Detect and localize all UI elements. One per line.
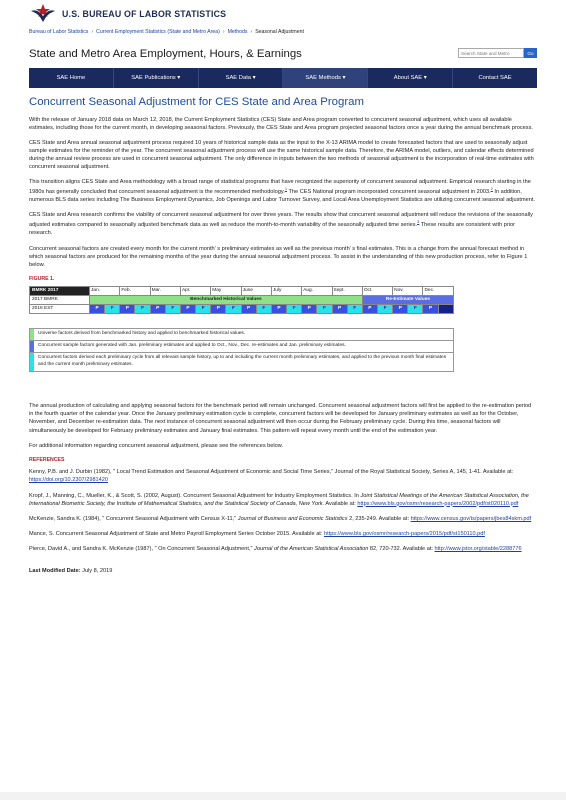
nav-sae-publications[interactable]: SAE Publications ▾ — [114, 68, 199, 88]
bls-eagle-logo-icon[interactable] — [29, 3, 57, 23]
search-input[interactable] — [458, 48, 524, 58]
nav-sae-data[interactable]: SAE Data ▾ — [199, 68, 284, 88]
cell-f: F — [256, 305, 271, 314]
chevron-right-icon: › — [250, 29, 253, 35]
reference-link[interactable]: https://www.bls.gov/osmr/research-papers/2002/pdf/st020110.pdf — [357, 500, 519, 507]
row-label-bmrk: 2017 BMRK — [30, 296, 90, 305]
text-span: Available at: — [324, 500, 358, 507]
cell-f: F — [317, 305, 332, 314]
search-go-button[interactable]: Go — [524, 48, 537, 58]
paragraph-factors: Concurrent seasonal factors are created every month for the current month' s preliminary estimates as well as the previous month' s final estimates. This is a change from the annual forecast method in which seasonal factors are produced for the remaining months of the year during the annual seasonal adjustment process. To assist in the understanding of this new production process, refer to Figure 1 below. — [29, 245, 528, 268]
text-span: Journal of the American Statistical Association — [254, 545, 369, 552]
references-heading: REFERENCES — [29, 456, 65, 463]
text-span: In addition, numerous BLS data series including The Business Employment Dynamics, Job Openings and Labor Turnover Survey, and Local Area Unemployment Statistics are utilizing concurrent seasonal adjustment. — [29, 189, 535, 204]
text-span: 82, 720-732. Available at: — [368, 545, 435, 552]
legend-item-universe: Universe factors derived from benchmarked history and applied to benchmarked historical values. — [30, 329, 453, 341]
figure-label: FIGURE 1. — [29, 275, 55, 282]
main-nav — [29, 68, 537, 88]
cell-p: P — [332, 305, 347, 314]
month-apr: Apr. — [180, 287, 210, 296]
footnote-link-2[interactable]: 2 — [490, 186, 493, 192]
month-sept: Sept. — [332, 287, 362, 296]
chevron-right-icon: › — [91, 29, 94, 35]
cell-f: F — [135, 305, 150, 314]
reference-item — [29, 468, 537, 484]
site-title: State and Metro Area Employment, Hours, & Earnings — [29, 48, 302, 60]
nav-sae-home[interactable]: SAE Home — [29, 68, 114, 88]
month-aug: Aug. — [302, 287, 332, 296]
paragraph-intro: With the release of January 2018 data on March 12, 2018, the Current Employment Statistics (CES) State and Area program converted to concurrent seasonal adjustment, which uses all available estimates, including those for the current month, in developing seasonal factors. Previously, the CES State and Area program projected seasonal factors once a year during the annual benchmark process. — [29, 116, 533, 131]
text-span: The CES National program incorporated concurrent seasonal adjustment in 2003. — [287, 189, 491, 196]
breadcrumb-current: Seasonal Adjustment — [255, 29, 304, 35]
text-span: Mance, S. Concurrent Seasonal Adjustment of State and Metro Payroll Employment Series October 2015. Available at: — [29, 530, 324, 537]
reference-item — [29, 545, 537, 553]
month-mar: Mar. — [150, 287, 180, 296]
month-july: July — [271, 287, 301, 296]
reference-link[interactable]: http://www.jstor.org/stable/2288776 — [434, 545, 522, 552]
month-nov: Nov. — [393, 287, 423, 296]
month-may: May — [211, 287, 241, 296]
text-span: CES State and Area research confirms the viability of concurrent seasonal adjustment for over three years. The results show that concurrent seasonal adjustment will reduce the revisions of the seasonally adjusted estimates compared to seasonally adjusted benchmark data as well as reduce the month-to-month variability of the seasonally adjusted time series. — [29, 212, 533, 229]
cell-p: P — [393, 305, 408, 314]
figure-header-label: BMRK 2017 — [30, 287, 90, 296]
row-label-est: 2018 EST — [30, 305, 90, 314]
text-span: Joint Statistical Meetings of the American Statistical Association, the International Biometric Society, the Institute of Mathematical Statistics, and the Statistical Society of Canada, New York. — [29, 492, 529, 507]
cell-f: F — [165, 305, 180, 314]
cell-p: P — [362, 305, 377, 314]
figure-header-row — [30, 287, 454, 296]
cell-p: P — [90, 305, 105, 314]
paragraph-research — [29, 211, 537, 237]
text-span: This transition aligns CES State and Area methodology with a broad range of statistical programs that have recognized the superiority of concurrent seasonal adjustment. Empirical research starting in the 1980s has generally concluded that concurrent seasonal adjustment is the recommended methodology. — [29, 179, 531, 196]
footnote-link-3[interactable]: 3 — [417, 219, 420, 225]
cell-p: P — [150, 305, 165, 314]
last-modified-value: July 8, 2019 — [80, 568, 113, 575]
last-modified-label: Last Modified Date: — [29, 568, 81, 575]
month-june: June — [241, 287, 271, 296]
paragraph-process: CES State and Area annual seasonal adjustment process required 10 years of historical sample data as the input to the X-13 ARIMA model to create forecasted factors that are used to seasonally adjust sample estimates for the reminder of the year. The concurrent seasonal adjustment process will use the same historical sample data. Therefore, the ARIMA model, outliers, and calendar effects determined during the annual review process are used in concurrent seasonal adjustment. The only difference in inputs between the two methods of seasonal adjustment is the incorporation of real-time estimates with concurrent seasonal adjustment. — [29, 139, 534, 171]
reference-item — [29, 515, 537, 523]
reference-link[interactable]: https://www.census.gov/ts/papers/jbes84skm.pdf — [410, 515, 532, 522]
nav-contact-sae[interactable]: Contact SAE — [478, 75, 512, 81]
paragraph-additional: For additional information regarding concurrent seasonal adjustment, please see the references below. — [29, 442, 284, 449]
main-content — [29, 94, 537, 575]
site-titlebar — [29, 46, 537, 66]
cell-p: P — [241, 305, 256, 314]
cell-p: P — [302, 305, 317, 314]
cell-f: F — [226, 305, 241, 314]
nav-about-sae[interactable]: About SAE ▾ — [368, 68, 453, 88]
reference-item — [29, 492, 537, 508]
month-oct: Oct. — [362, 287, 392, 296]
reference-link[interactable]: https://doi.org/10.2307/2981420 — [29, 477, 108, 484]
cell-end — [438, 305, 453, 314]
cell-f: F — [196, 305, 211, 314]
figure-row-bmrk — [30, 296, 454, 305]
text-span: Kropf, J., Manning, C., Mueller, K., & Scott, S. (2002, August). Concurrent Seasonal Adjustment for Industry Employment Statistics. In — [29, 492, 361, 499]
month-jan: Jan. — [90, 287, 120, 296]
agency-name-link[interactable]: U.S. BUREAU OF LABOR STATISTICS — [62, 9, 227, 19]
reference-item — [29, 530, 537, 538]
cell-p: P — [271, 305, 286, 314]
figure-1-table — [29, 286, 454, 314]
benchmarked-band: Benchmarked Historical Values — [90, 296, 363, 305]
cell-f: F — [347, 305, 362, 314]
top-header — [0, 0, 566, 24]
figure-row-est — [30, 305, 454, 314]
nav-sae-methods[interactable]: SAE Methods ▾ — [283, 68, 368, 88]
month-dec: Dec. — [423, 287, 454, 296]
paragraph-production: The annual production of calculating and applying seasonal factors for the benchmark period will remain unchanged. Concurrent seasonal adjustment factors will first be applied to the re-estimation period in the fourth quarter of the calendar year. Once the January preliminary estimation cycle is complete, concurrent factors will be developed for January preliminary estimates as well as for the October, November, and December re-estimation data. The next instance of concurrent seasonal adjustment will then occur during the February preliminary cycle. During this time, seasonal factors will simultaneously be developed for February preliminary estimates and January final estimates. This pattern will repeat every month until the end of the estimation year. — [29, 403, 532, 434]
breadcrumb-link-ces[interactable]: Current Employment Statistics (State and Metro Area) — [96, 29, 220, 35]
footer-strip — [0, 792, 566, 800]
footnote-link-1[interactable]: 1 — [284, 186, 288, 192]
cell-p: P — [211, 305, 226, 314]
text-span: These results are consistent with prior research. — [29, 222, 515, 237]
month-feb: Feb. — [120, 287, 150, 296]
figure-legend — [29, 328, 454, 372]
breadcrumb — [29, 29, 304, 37]
cell-f: F — [408, 305, 423, 314]
chevron-right-icon: › — [222, 29, 225, 35]
cell-p: P — [180, 305, 195, 314]
text-span: McKenzie, Sandra K. (1984), " Concurrent Seasonal Adjustment with Census X-11," — [29, 515, 238, 522]
breadcrumb-link-methods[interactable]: Methods — [227, 29, 248, 35]
text-span: Kenny, P.B. and J. Durbin (1982), " Local Trend Estimation and Seasonal Adjustment of Economic and Social Time Series," Journal of the Royal Statistical Society, Series A, 145, 1-41. Available at: — [29, 469, 514, 476]
cell-p: P — [423, 305, 438, 314]
paragraph-transition — [29, 178, 537, 204]
text-span: Journal of Business and Economic Statistics — [237, 515, 348, 522]
legend-item-sample: Concurrent sample factors generated with Jan. preliminary estimates and applied to Oct., Nov., Dec. re-estimates and Jan. preliminary estimates. — [30, 341, 453, 353]
search-form — [458, 48, 537, 58]
cell-f: F — [105, 305, 120, 314]
reference-link[interactable]: https://www.bls.gov/osmr/research-papers/2015/pdf/st150110.pdf — [323, 530, 485, 537]
text-span: 2, 235-249. Available at: — [347, 515, 411, 522]
cell-p: P — [120, 305, 135, 314]
last-modified — [29, 567, 537, 575]
legend-item-concurrent: Concurrent factors derived each preliminary cycle from all relevant sample history, up to and including the current month preliminary estimates, and applied to the previous month final estimates and the current month preliminary estimates. — [30, 353, 453, 371]
cell-f: F — [377, 305, 392, 314]
breadcrumb-link-bls[interactable]: Bureau of Labor Statistics — [29, 29, 89, 35]
text-span: Pierce, David A., and Sandra K. McKenzie (1987), " On Concurrent Seasonal Adjustment," — [29, 545, 255, 552]
cell-f: F — [287, 305, 302, 314]
page-title: Concurrent Seasonal Adjustment for CES State and Area Program — [29, 96, 364, 108]
reestimate-band: Re-Estimate Values — [362, 296, 453, 305]
